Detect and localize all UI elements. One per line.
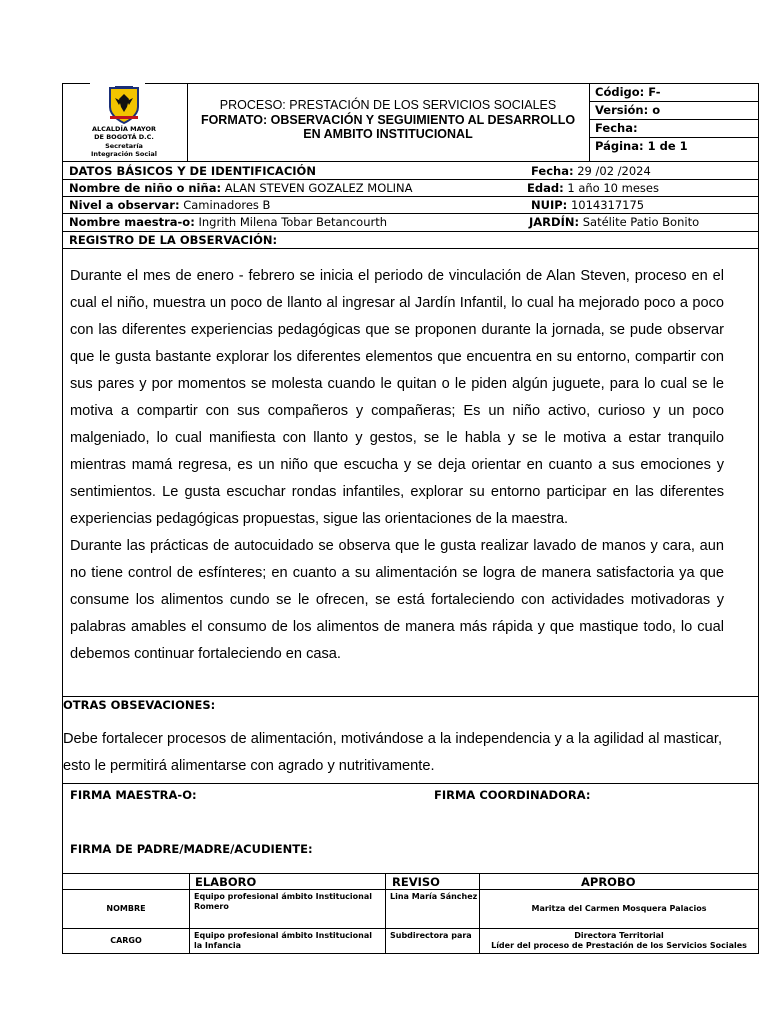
row-cargo-label: CARGO [110,936,142,945]
maestra-label: Nombre maestra-o: [69,215,195,229]
coat-of-arms-icon [107,85,141,125]
nivel-row [69,198,270,212]
firma-padre-label: FIRMA DE PADRE/MADRE/ACUDIENTE: [70,842,313,856]
registro-paragraph-1: Durante el mes de enero - febrero se inicia el periodo de vinculación de Alan Steven, proceso en el cual el niño, muestra un poco de llanto al ingresar al Jardín Infantil, lo cual ha mejorado poco a poco con las diferentes experiencias pedagógicas que se proponen durante la jornada, se pude observar que le gusta bastante explorar los diferentes elementos que encuentra en su entorno, compartir con sus pares y por momentos se molesta cuando le quitan o le piden algún juguete, para lo cual se le motiva a compartir con sus compañeros y compañeras; Es un niño activo, curioso y un poco malgeniado, lo cual manifiesta con llanto y gestos, se le habla y se le motiva a estar tranquilo mientras mamá regresa, es un niño que escucha y se deja orientar en cuanto a sus emociones y sentimientos. Le gusta escuchar rondas infantiles, explorar su entorno participar en las diferentes experiencias pedagógicas propuestas, sigue las orientaciones de la maestra. [70,268,724,527]
nombre-label: Nombre de niño o niña: [69,181,222,195]
codigo-field: Código: F- [595,85,661,99]
jardin-value: Satélite Patio Bonito [582,215,700,229]
nuip-value: 1014317175 [570,198,645,212]
nivel-label: Nivel a observar: [69,198,180,212]
otras-title: OTRAS OBSEVACIONES: [63,698,216,712]
firma-maestra-label: FIRMA MAESTRA-O: [70,788,197,802]
cargo-elaboro: Equipo profesional ámbito Institucional la Infancia [194,931,372,950]
cargo-aprobo-line-1: Directora Territorial [574,931,664,940]
logo-line-1: ALCALDÍA MAYOR [91,125,157,133]
jardin-row [529,215,699,229]
nombre-reviso: Lina María Sánchez [390,892,478,901]
col-aprobo: APROBO [581,875,636,889]
fecha-header-field: Fecha: [595,121,638,135]
jardin-label: JARDÍN: [529,215,580,229]
format-title-line-1: FORMATO: OBSERVACIÓN Y SEGUIMIENTO AL DESARROLLO [200,112,576,127]
basic-data-title: DATOS BÁSICOS Y DE IDENTIFICACIÓN [69,164,316,178]
otras-body: Debe fortalecer procesos de alimentación, motivándose a la independencia y a la agilidad al masticar, esto le permitirá alimentarse con agrado y nutritivamente. [63,731,722,774]
format-title-line-2: EN AMBITO INSTITUCIONAL [303,127,473,141]
version-field: Versión: o [595,103,661,117]
cargo-aprobo-line-2: Líder del proceso de Prestación de los Servicios Sociales [491,941,747,950]
registro-body [70,263,724,668]
maestra-row [69,215,387,229]
registro-title: REGISTRO DE LA OBSERVACIÓN: [69,233,278,247]
cargo-aprobo [480,931,758,951]
col-reviso: REVISO [392,875,440,889]
firma-coordinadora-label: FIRMA COORDINADORA: [434,788,591,802]
edad-value: 1 año 10 meses [567,181,659,195]
header-title-block [188,98,588,142]
nombre-aprobo: Maritza del Carmen Mosquera Palacios [531,904,707,913]
process-title: PROCESO: PRESTACIÓN DE LOS SERVICIOS SOCIALES [219,98,557,112]
logo-line-3: Secretaría [105,142,143,150]
fecha-row [531,164,651,178]
edad-label: Edad: [527,181,564,195]
row-nombre-label: NOMBRE [106,904,146,913]
nuip-row [531,198,644,212]
registro-paragraph-2: Durante las prácticas de autocuidado se observa que le gusta realizar lavado de manos y cara, aun no tiene control de esfínteres; en cuanto a su alimentación se logra de manera satisfactoria ya que consume los alimentos cundo se le ofrecen, se está fortaleciendo con actividades motivadoras y palabras amables el consumo de los alimentos de manera más rápida y que mastique todo, lo cual debemos continuar fortaleciendo en casa. [70,538,724,662]
cargo-reviso: Subdirectora para [390,931,472,940]
nombre-value: ALAN STEVEN GOZALEZ MOLINA [224,181,413,195]
pagina-field: Página: 1 de 1 [595,139,688,153]
fecha-value: 29 /02 /2024 [577,164,651,178]
logo-line-2: DE BOGOTÁ D.C. [94,132,154,141]
nombre-elaboro: Equipo profesional ámbito Institucional Romero [194,892,372,911]
logo-line-4: Integración Social [90,149,158,158]
nivel-value: Caminadores B [183,198,271,212]
col-elaboro: ELABORO [195,875,257,889]
nuip-label: NUIP: [531,198,568,212]
edad-row [527,181,659,195]
maestra-value: Ingrith Milena Tobar Betancourth [198,215,388,229]
logo [90,84,158,161]
nombre-row [69,181,413,195]
fecha-label: Fecha: [531,164,574,178]
